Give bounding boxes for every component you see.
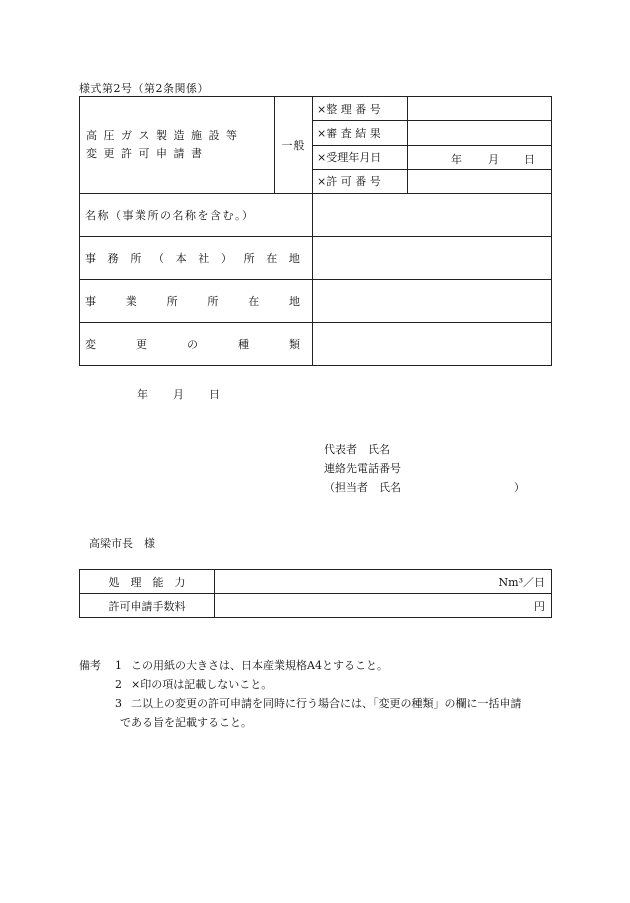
received-month-label: 月 bbox=[488, 152, 499, 166]
label-char: 業 bbox=[125, 295, 137, 308]
head-office-address-field[interactable] bbox=[313, 237, 552, 280]
note-2-text: ×印の項は記載しないこと。 bbox=[131, 678, 273, 691]
note-2-number: 2 bbox=[115, 678, 122, 691]
note-3-text: 二以上の変更の許可申請を同時に行う場合には、「変更の種類」の欄に一括申請 bbox=[131, 697, 522, 710]
label-char: 種 bbox=[238, 338, 249, 351]
label-char: 更 bbox=[136, 338, 147, 351]
note-3-continuation: である旨を記載すること。 bbox=[120, 716, 252, 729]
label-char: 在 bbox=[266, 252, 278, 265]
title-line-1: 高圧ガス製造施設等 bbox=[86, 129, 244, 142]
label-char: 本 bbox=[175, 252, 187, 265]
label-char: （ bbox=[152, 252, 164, 265]
label-char: 所 bbox=[130, 252, 142, 265]
label-char: 類 bbox=[289, 338, 300, 351]
person-in-charge-label: （担当者 氏名 bbox=[324, 481, 401, 494]
processing-capacity-field[interactable]: Nm³／日 bbox=[215, 570, 552, 594]
office-field-label-reference: ×整 理 番 号 bbox=[313, 97, 408, 121]
form-number-label: 様式第2号（第2条関係） bbox=[79, 82, 209, 95]
change-type-label bbox=[80, 323, 313, 366]
office-field-received-date-value bbox=[408, 145, 552, 169]
office-field-label-review: ×審 査 結 果 bbox=[313, 121, 408, 145]
label-char: 務 bbox=[107, 252, 119, 265]
company-name-field[interactable] bbox=[313, 194, 552, 237]
label-char: 所 bbox=[166, 295, 178, 308]
office-field-permit-number-value bbox=[408, 169, 552, 193]
label-char: の bbox=[187, 338, 198, 351]
processing-capacity-label: 処 理 能 力 bbox=[80, 570, 215, 594]
label-char: 事 bbox=[85, 252, 96, 265]
notes-section bbox=[79, 656, 522, 732]
label-char: 所 bbox=[243, 252, 255, 265]
document-title bbox=[80, 97, 275, 194]
label-char: 事 bbox=[85, 295, 96, 308]
office-field-review-value bbox=[408, 121, 552, 145]
label-char: 変 bbox=[85, 338, 96, 351]
addressee: 高梁市長 様 bbox=[89, 537, 155, 550]
date-day-label: 日 bbox=[209, 388, 220, 401]
representative-name-label: 代表者 氏名 bbox=[324, 443, 390, 456]
application-fee-field[interactable]: 円 bbox=[215, 594, 552, 618]
note-3-number: 3 bbox=[115, 697, 122, 710]
received-year-label: 年 bbox=[451, 152, 462, 166]
application-fee-label: 許可申請手数料 bbox=[80, 594, 215, 618]
company-name-label: 名称（事業所の名称を含む。） bbox=[80, 194, 313, 237]
office-field-label-permit-number: ×許 可 番 号 bbox=[313, 169, 408, 193]
office-field-reference-value bbox=[408, 97, 552, 121]
head-office-address-label bbox=[80, 237, 313, 280]
label-char: ） bbox=[220, 252, 232, 265]
office-field-label-received-date: ×受理年月日 bbox=[313, 145, 408, 169]
label-char: 所 bbox=[207, 295, 219, 308]
notes-heading: 備考 bbox=[79, 659, 101, 672]
site-address-label bbox=[80, 280, 313, 323]
received-day-label: 日 bbox=[524, 152, 535, 166]
application-header-table bbox=[79, 96, 552, 366]
title-line-2: 変更許可申請書 bbox=[86, 147, 209, 160]
label-char: 在 bbox=[248, 295, 260, 308]
contact-phone-label: 連絡先電話番号 bbox=[324, 462, 401, 475]
date-month-label: 月 bbox=[173, 388, 184, 401]
note-1-number: 1 bbox=[115, 659, 122, 672]
label-char: 地 bbox=[288, 295, 300, 308]
person-in-charge-close: ） bbox=[514, 481, 525, 494]
note-1-text: この用紙の大きさは、日本産業規格A4とすること。 bbox=[131, 659, 388, 672]
change-type-field[interactable] bbox=[313, 323, 552, 366]
date-year-label: 年 bbox=[137, 388, 148, 401]
label-char: 社 bbox=[198, 252, 210, 265]
category-label: 一般 bbox=[275, 97, 313, 194]
label-char: 地 bbox=[288, 252, 300, 265]
site-address-field[interactable] bbox=[313, 280, 552, 323]
capacity-fee-table bbox=[79, 569, 552, 618]
